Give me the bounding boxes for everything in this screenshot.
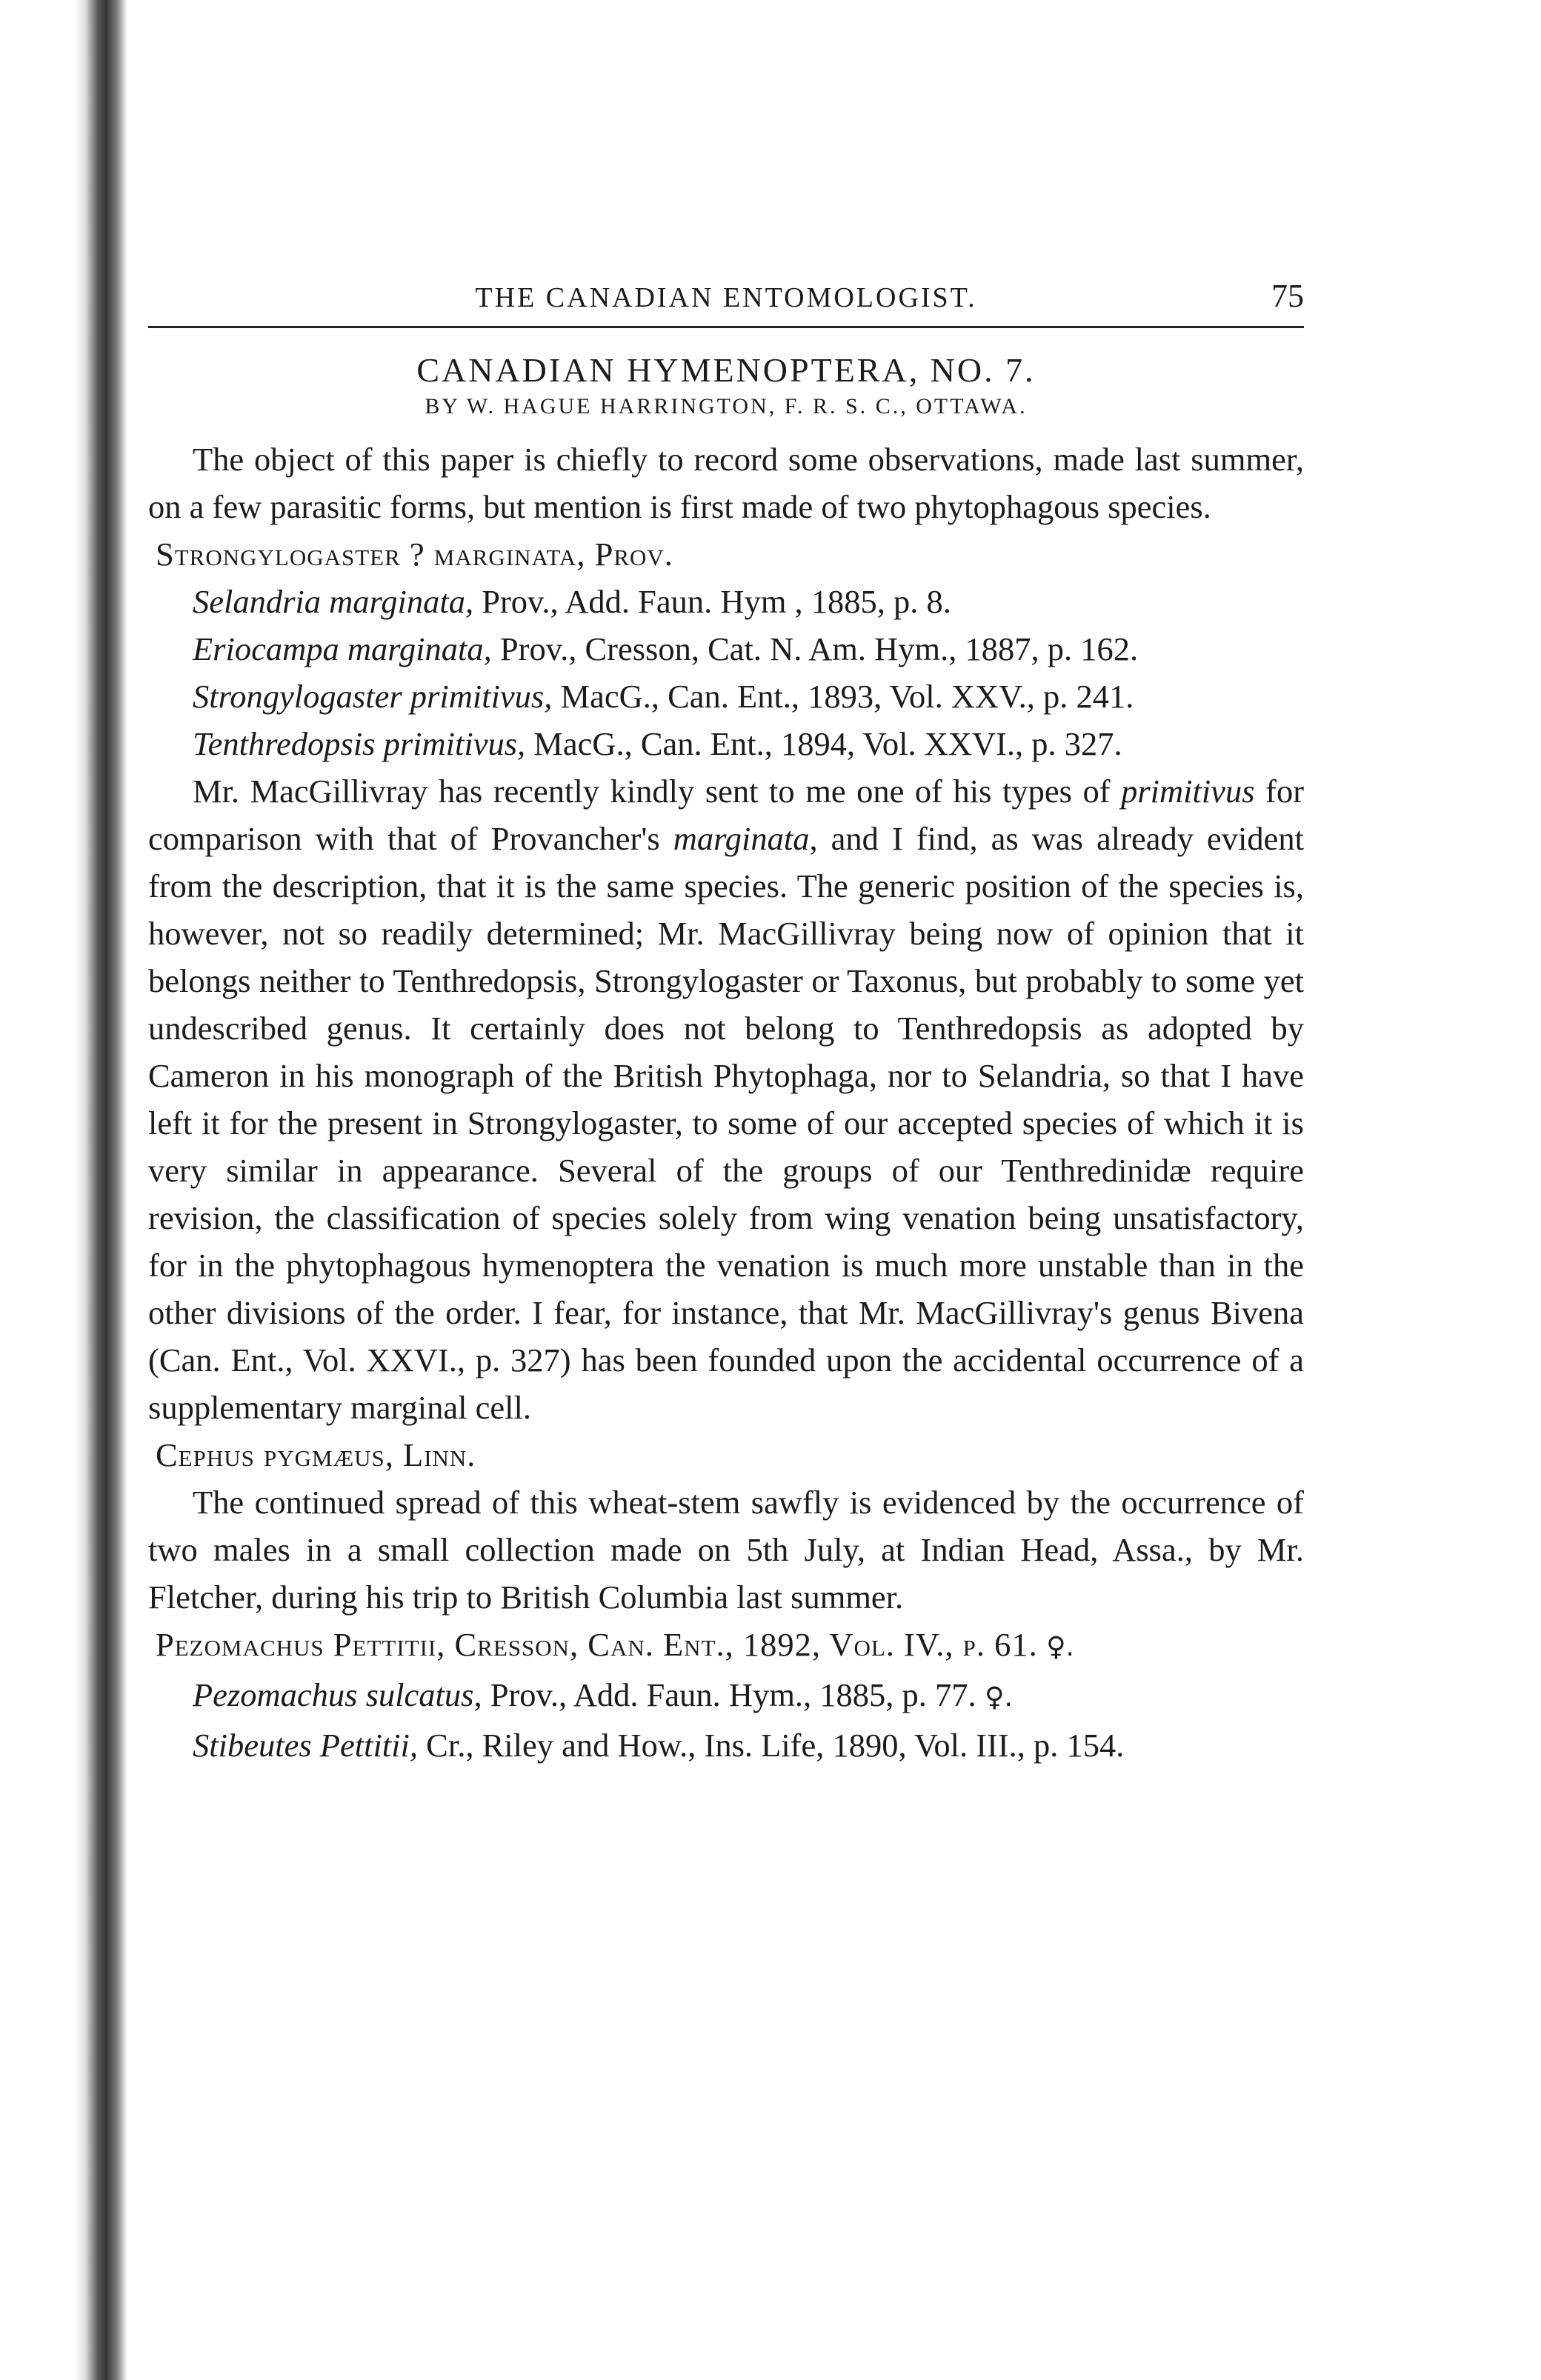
synonym-selandria <box>148 578 1304 625</box>
synonym-reference: Cr., Riley and How., Ins. Life, 1890, Vol. III., p. 154. <box>418 1727 1125 1764</box>
synonym-name: Eriocampa marginata, <box>193 630 492 667</box>
byline: BY W. HAGUE HARRINGTON, F. R. S. C., OTTAWA. <box>425 394 1028 419</box>
synonym-pezomachus-sulcatus <box>148 1671 1304 1721</box>
species-heading-cephus: Cephus pygmæus, Linn. <box>156 1436 476 1473</box>
synonym-reference: Prov., Add. Faun. Hym., 1885, p. 77. <box>482 1676 976 1713</box>
synonym-name: Selandria marginata, <box>193 583 474 620</box>
synonym-name: Strongylogaster primitivus, <box>193 678 553 715</box>
synonym-reference: MacG., Can. Ent., 1893, Vol. XXV., p. 241. <box>552 678 1134 715</box>
book-binding-edge <box>74 0 127 2380</box>
synonym-stibeutes-pettitii <box>148 1721 1304 1769</box>
species-heading-pezomachus <box>148 1621 1304 1671</box>
intro-paragraph: The object of this paper is chiefly to record some observations, made last summer, on a few parasitic forms, but mention is first made of two phytophagous species. <box>148 441 1304 525</box>
synonym-name: Tenthredopsis primitivus, <box>193 725 526 762</box>
heading-text: Pezomachus Pettitii, Cresson, Can. Ent., 1892, Vol. IV., p. 61. <box>156 1626 1038 1663</box>
page-number: 75 <box>1271 278 1304 314</box>
species-heading-strongylogaster: Strongylogaster ? marginata, Prov. <box>156 536 673 573</box>
synonym-reference: Prov., Cresson, Cat. N. Am. Hym., 1887, p. 162. <box>491 630 1139 667</box>
journal-title: THE CANADIAN ENTOMOLOGIST. <box>475 282 977 313</box>
paragraph-text: for comparison with that of Provancher's <box>148 773 1305 857</box>
synonym-reference: MacG., Can. Ent., 1894, Vol. XXVI., p. 327. <box>525 725 1122 762</box>
synonym-name: Pezomachus sulcatus, <box>193 1676 482 1713</box>
cephus-paragraph: The continued spread of this wheat-stem sawfly is evidenced by the occurrence of two males in a small collection made on 5th July, at Indian Head, Assa., by Mr. Fletcher, during his trip to British Columbia last summer. <box>148 1484 1304 1616</box>
species-name-primitivus: primitivus <box>1121 773 1255 810</box>
synonym-reference: Prov., Add. Faun. Hym , 1885, p. 8. <box>473 583 951 620</box>
paragraph-text: , and I find, as was already evident from the description, that it is the same species. The generic position of the species is, however, not so readily determined; Mr. MacGillivray being now of opinion that it belongs neither to Tenthredopsis, Strongylogaster or Taxonus, but probably to some yet undescribed genus. It certainly does not belong to Tenthredopsis as adopted by Cameron in his monograph of the British Phytophaga, nor to Selandria, so that I have left it for the present in Strongylogaster, to some of our accepted species of which it is very similar in appearance. Several of the groups of our Tenthredinidæ require revision, the classification of species solely from wing venation being unsatisfactory, for in the phytophagous hymenoptera the venation is much more unstable than in the other divisions of the order. I fear, for instance, that Mr. MacGillivray's genus Bivena (Can. Ent., Vol. XXVI., p. 327) has been founded upon the accidental occurrence of a supplementary marginal cell. <box>148 820 1304 1426</box>
macgillivray-paragraph <box>148 767 1304 1431</box>
synonym-name: Stibeutes Pettitii, <box>193 1727 419 1764</box>
female-symbol-icon: ♀. <box>976 1682 1013 1713</box>
article-title: CANADIAN HYMENOPTERA, NO. 7. <box>416 351 1036 389</box>
synonym-strongylogaster-primitivus <box>148 673 1304 720</box>
synonym-eriocampa <box>148 625 1304 673</box>
species-name-marginata: marginata <box>673 820 810 857</box>
female-symbol-icon: ♀. <box>1037 1632 1075 1662</box>
journal-page <box>148 274 1304 1769</box>
synonym-tenthredopsis-primitivus <box>148 720 1304 767</box>
running-head <box>148 274 1304 328</box>
paragraph-text: Mr. MacGillivray has recently kindly sent to me one of his types of <box>193 773 1122 810</box>
